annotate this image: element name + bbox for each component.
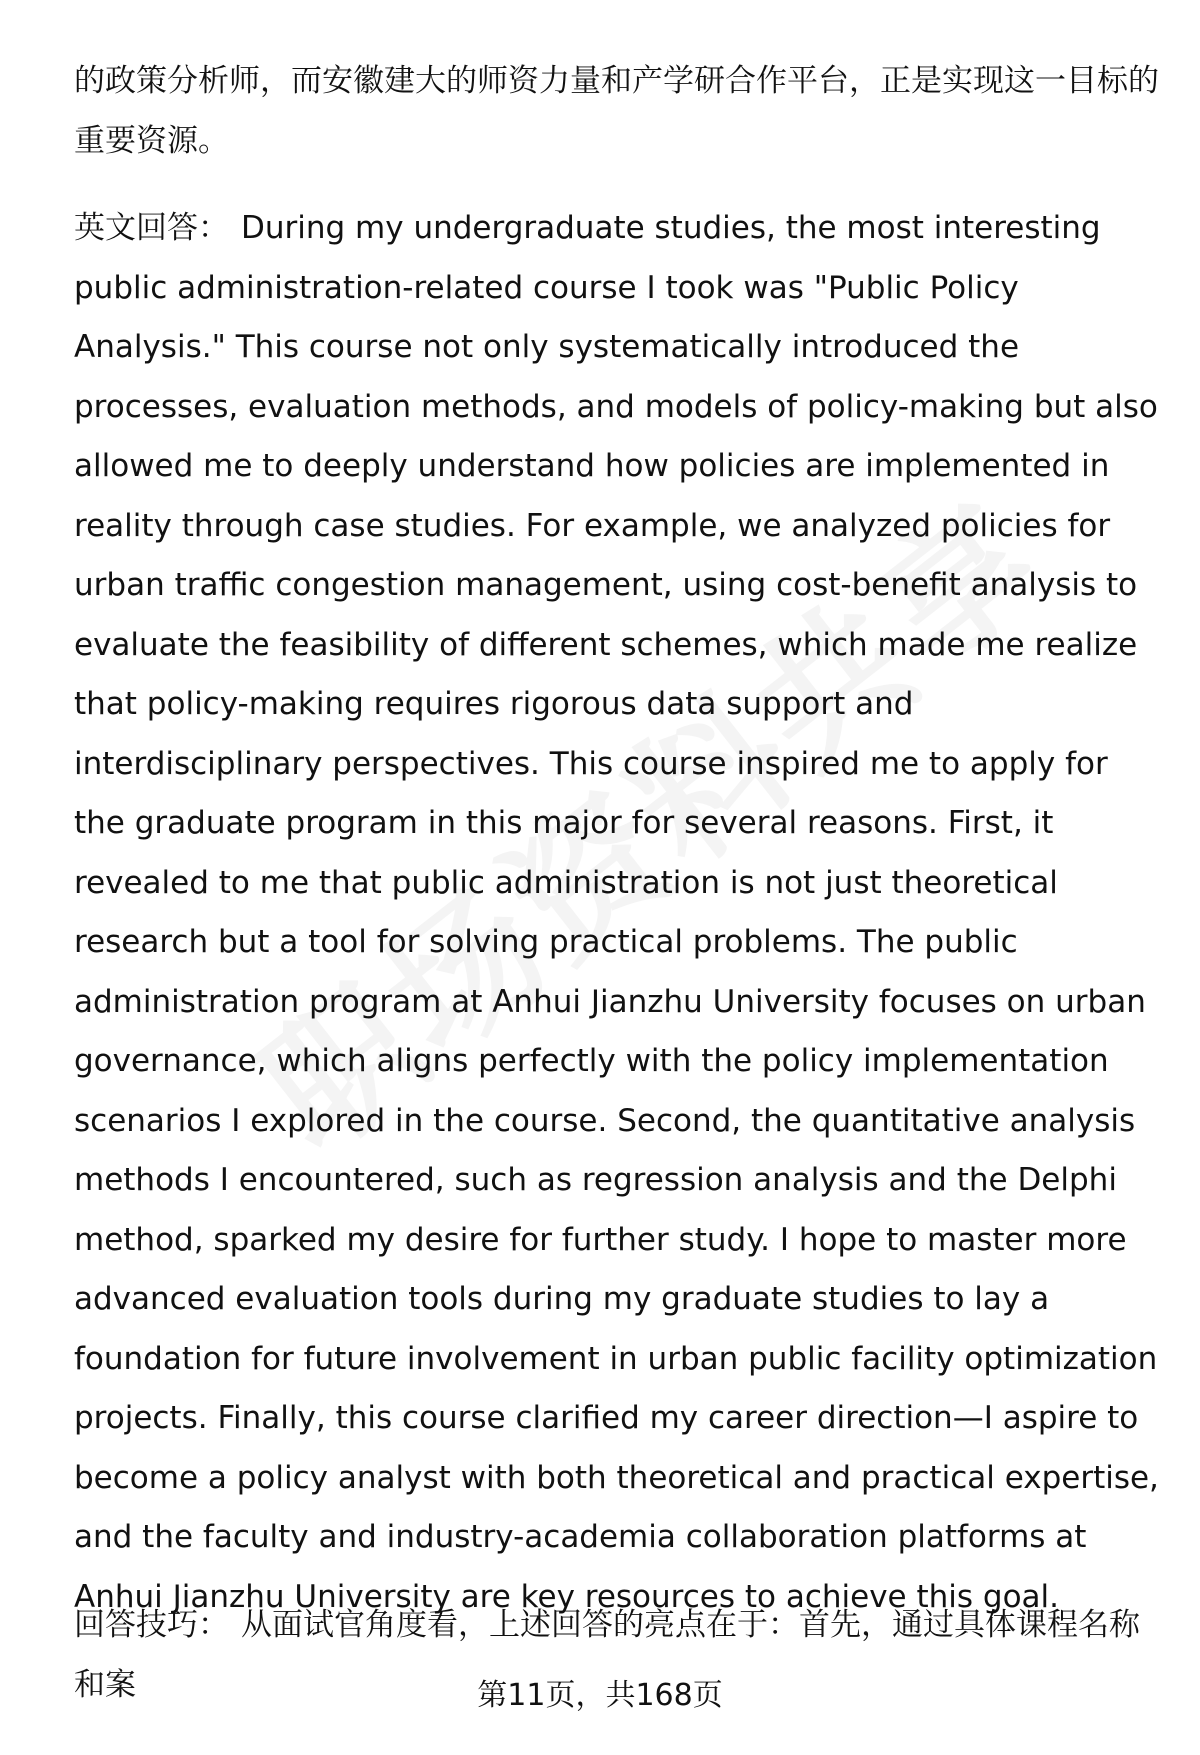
english-answer-text: During my undergraduate studies, the most interesting public administration-related course I took was "Public Policy Analysis." This course not only systematically introduced the processes, evaluation methods, and models of policy-making but also allowed me to deeply understand how policies are implemented in reality through case studies. For example, we analyzed policies for urban traffic congestion management, using cost-benefit analysis to evaluate the feasibility of different schemes, which made me realize that policy-making requires rigorous data support and interdisciplinary perspectives. This course inspired me to apply for the graduate program in this major for several reasons. First, it revealed to me that public administration is not just theoretical research but a tool for solving practical problems. The public administration program at Anhui Jianzhu University focuses on urban governance, which aligns perfectly with the policy implementation scenarios I explored in the course. Second, the quantitative analysis methods I encountered, such as regression analysis and the Delphi method, sparked my desire for further study. I hope to master more advanced evaluation tools during my graduate studies to lay a foundation for future involvement in urban public facility optimization projects. Finally, this course clarified my career direction—I aspire to become a policy analyst with both theoretical and practical expertise, and the faculty and industry-academia collaboration platforms at Anhui Jianzhu University are key resources to achieve this goal. — [74, 210, 1159, 1615]
answer-tips-label: 回答技巧： — [74, 1607, 229, 1643]
answer-tips-text: 从面试官角度看，上述回答的亮点在于：首先，通过具体课程名称和案 — [74, 1607, 1140, 1703]
english-answer-label: 英文回答： — [74, 210, 229, 246]
english-answer-paragraph — [74, 199, 1164, 1627]
page-number-footer: 第11页，共168页 — [477, 1678, 723, 1713]
intro-continuation-paragraph: 的政策分析师，而安徽建大的师资力量和产学研合作平台，正是实现这一目标的重要资源。 — [74, 63, 1159, 159]
